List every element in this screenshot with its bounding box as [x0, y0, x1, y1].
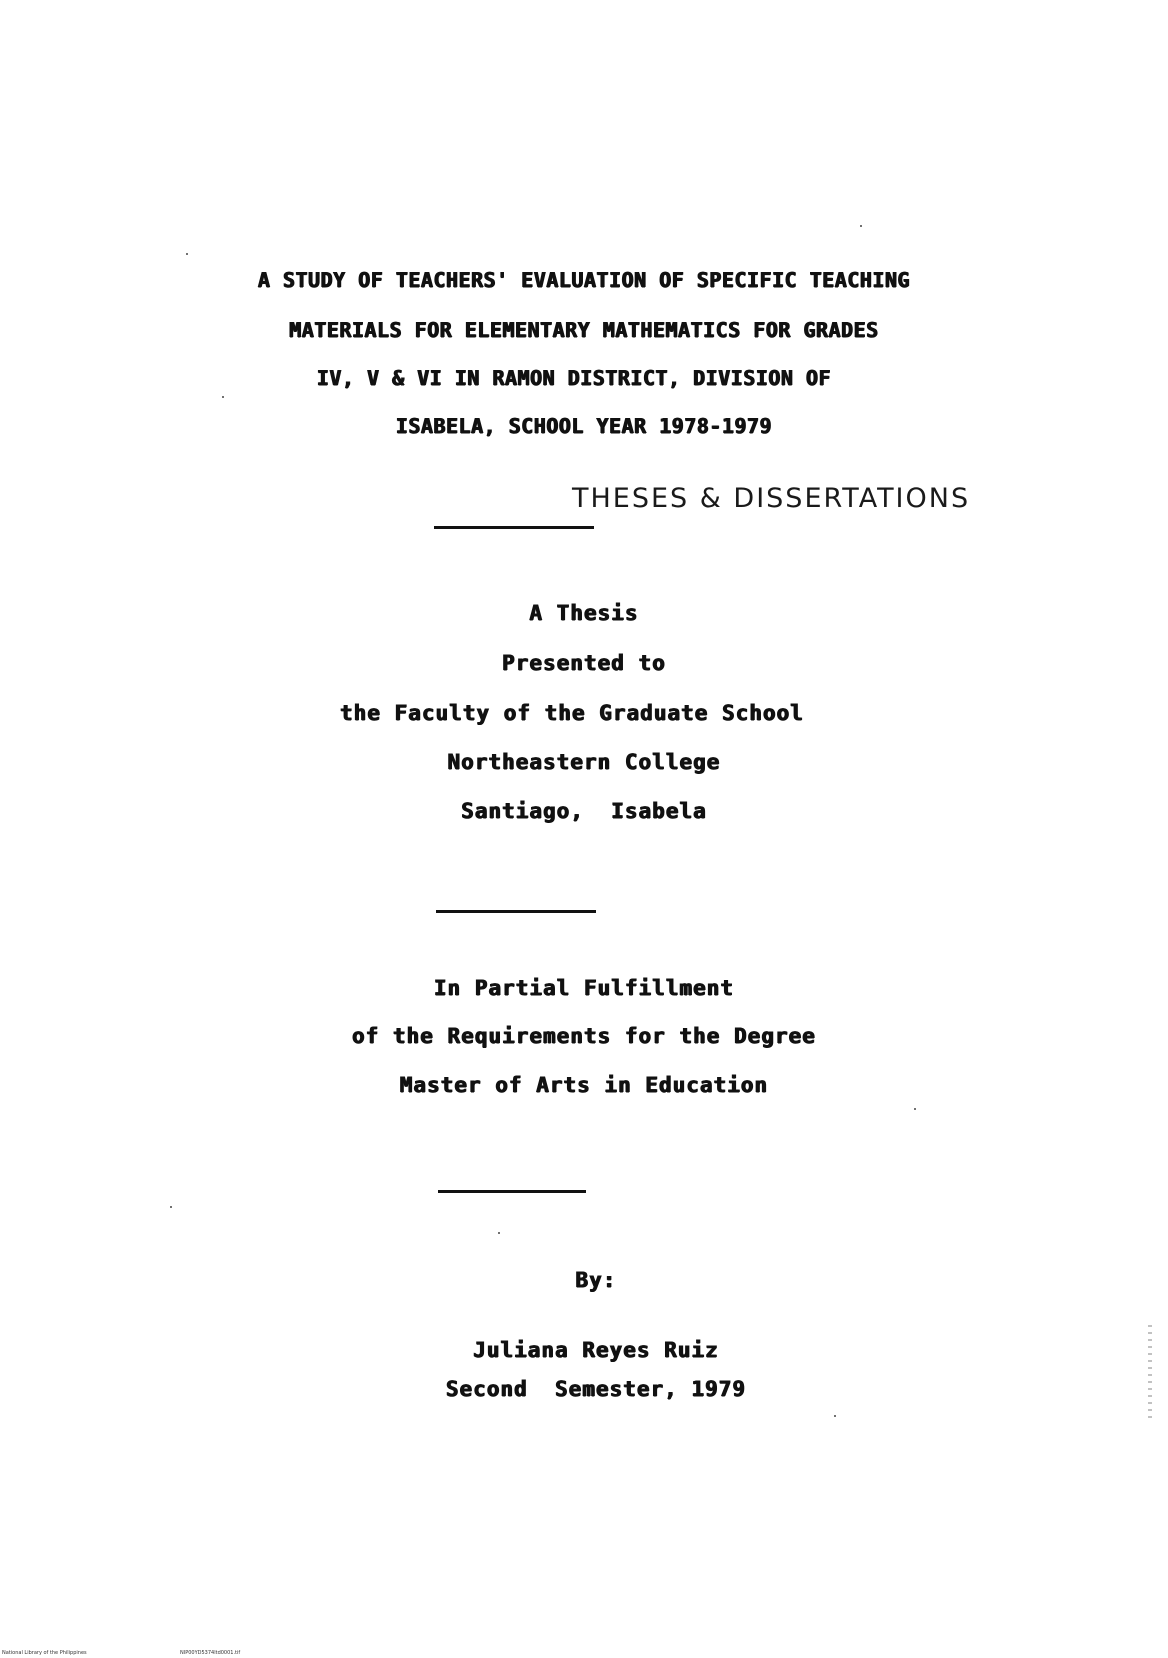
footer-filename: NIP00YD5374ltd0001.tif [180, 1650, 241, 1656]
by-label: By: [575, 1268, 617, 1292]
location-line: Santiago, Isabela [461, 799, 707, 823]
thesis-label: A Thesis [529, 601, 639, 625]
scan-speck [186, 253, 188, 255]
requirements-line: of the Requirements for the Degree [352, 1024, 816, 1048]
degree-line: Master of Arts in Education [399, 1073, 769, 1097]
scan-speck [170, 1206, 172, 1208]
scan-speck [860, 225, 862, 227]
title-line-4: ISABELA, SCHOOL YEAR 1978-1979 [395, 414, 773, 438]
presented-to-line: Presented to [502, 651, 666, 675]
partial-fulfillment-line: In Partial Fulfillment [433, 976, 735, 1000]
submission-date: Second Semester, 1979 [445, 1377, 747, 1401]
divider-rule-3 [438, 1190, 586, 1193]
theses-dissertations-stamp: THESES & DISSERTATIONS [572, 483, 971, 514]
scan-edge-marks [1148, 1325, 1152, 1420]
faculty-line: the Faculty of the Graduate School [340, 701, 804, 725]
scan-speck [914, 1108, 916, 1110]
scan-speck [498, 1232, 500, 1234]
footer-library: National Library of the Philippines [2, 1650, 87, 1656]
title-line-1: A STUDY OF TEACHERS' EVALUATION OF SPECIFIC TEACHING [257, 268, 911, 292]
divider-rule-1 [434, 526, 594, 529]
title-line-3: IV, V & VI IN RAMON DISTRICT, DIVISION OF [316, 366, 832, 390]
scan-speck [834, 1415, 836, 1417]
scan-speck [222, 396, 224, 398]
author-name: Juliana Reyes Ruiz [473, 1338, 719, 1362]
college-line: Northeastern College [447, 750, 721, 774]
divider-rule-2 [436, 910, 596, 913]
title-line-2: MATERIALS FOR ELEMENTARY MATHEMATICS FOR GRADES [289, 318, 879, 342]
